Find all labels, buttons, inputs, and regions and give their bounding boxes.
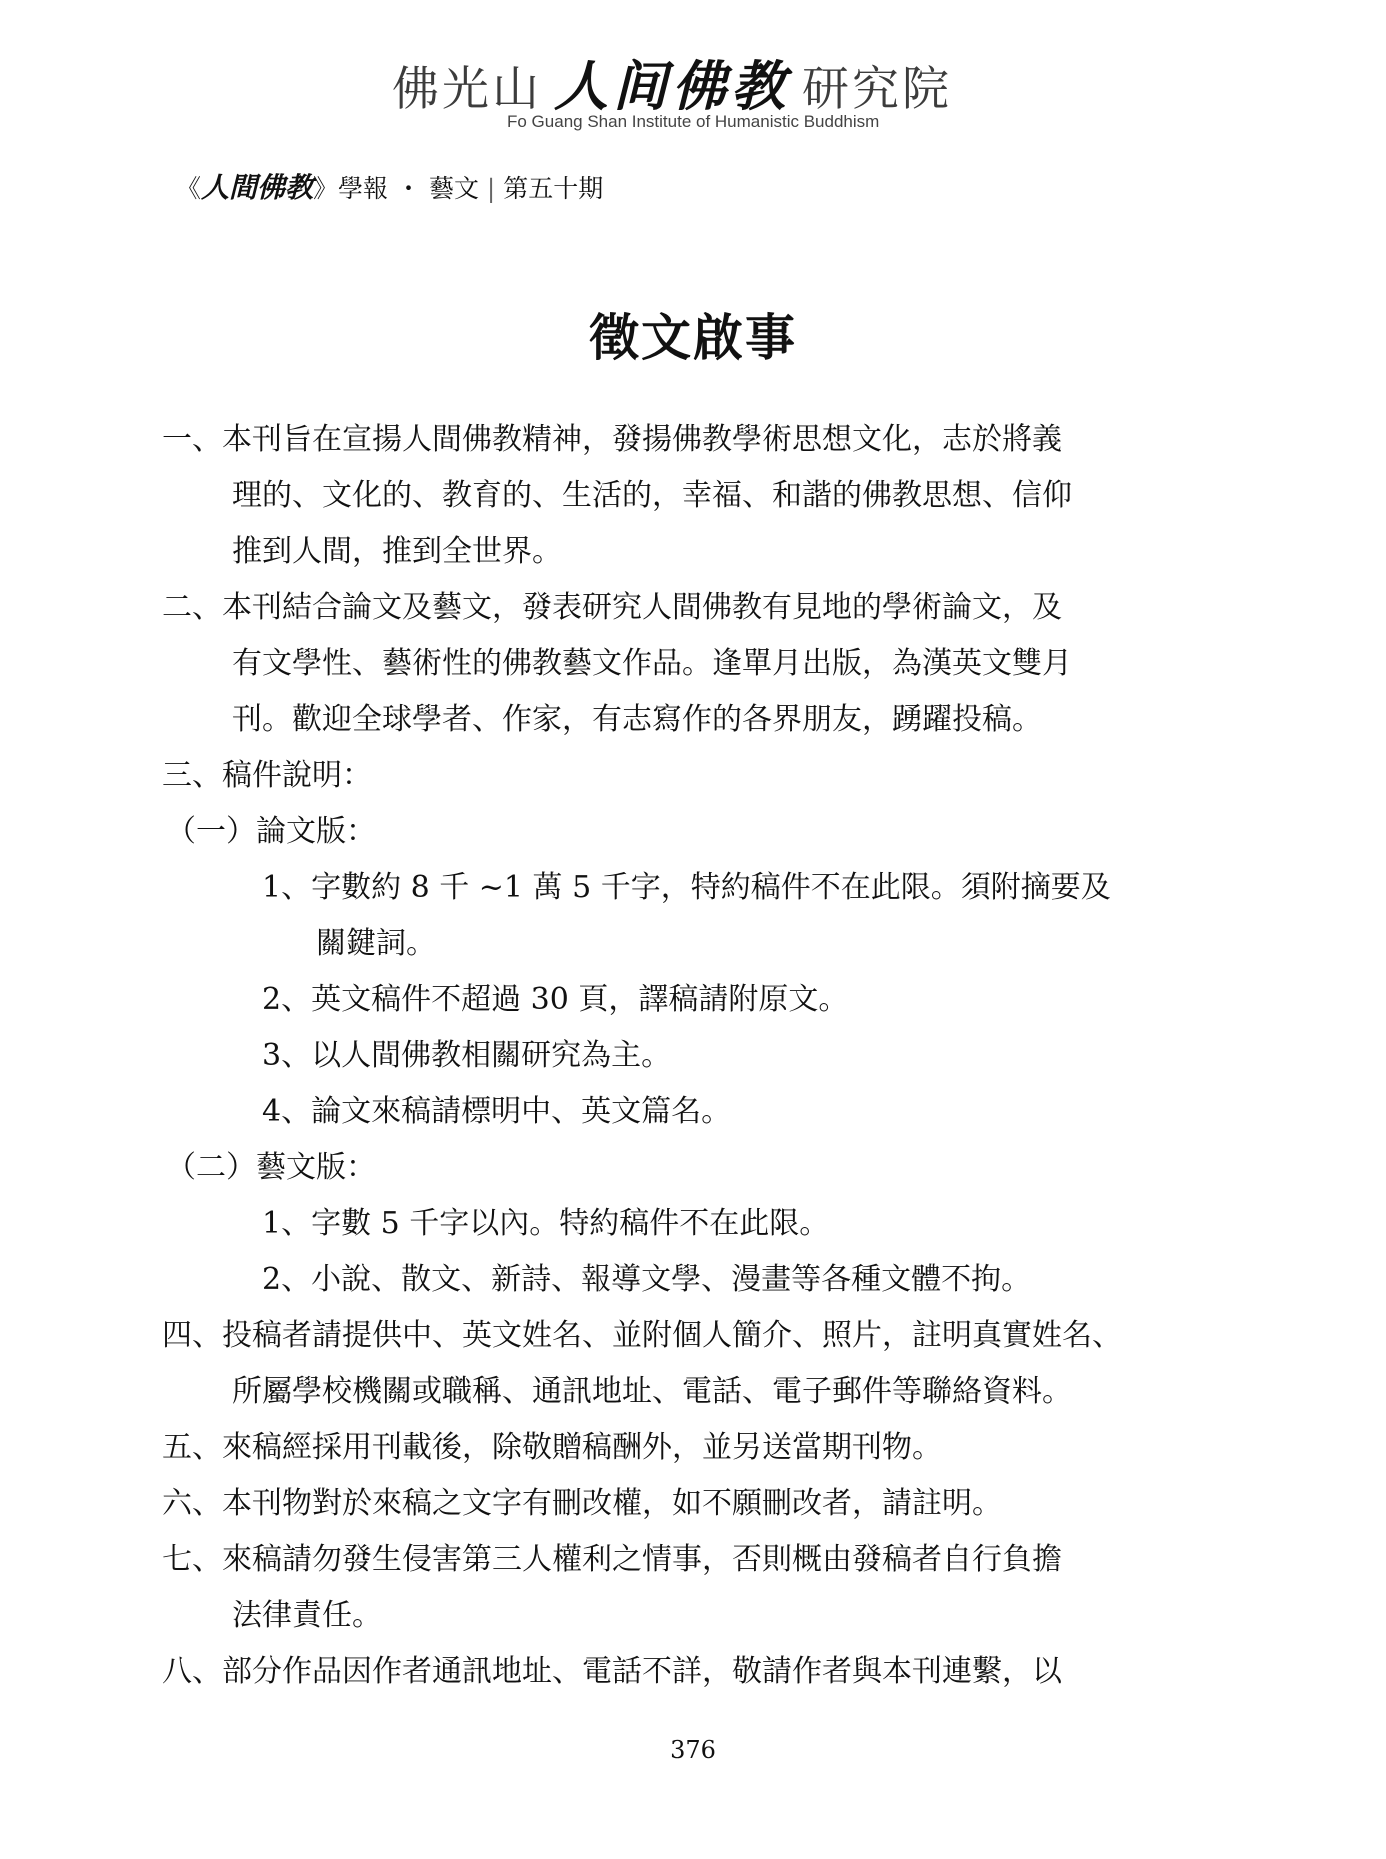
- journal-dot: ・: [388, 174, 429, 203]
- logo-zh-right: 研究院: [802, 62, 952, 117]
- body-line: 六、本刊物對於來稿之文字有刪改權，如不願刪改者，請註明。: [162, 1486, 1002, 1521]
- body-line: 三、稿件說明：: [162, 758, 372, 793]
- page-title: 徵文啟事: [589, 308, 797, 367]
- body-line: 所屬學校機關或職稱、通訊地址、電話、電子郵件等聯絡資料。: [232, 1374, 1072, 1409]
- logo-zh-left: 佛光山: [392, 62, 542, 117]
- body-line: （二）藝文版：: [166, 1150, 376, 1185]
- institute-logo: [0, 36, 1386, 136]
- page-number: 376: [670, 1736, 716, 1764]
- journal-header: [176, 166, 603, 206]
- body-line: 1、字數約 8 千 ~1 萬 5 千字，特約稿件不在此限。須附摘要及: [262, 870, 1111, 905]
- journal-name: 人間佛教: [201, 171, 314, 204]
- body-line: 1、字數 5 千字以內。特約稿件不在此限。: [262, 1206, 830, 1241]
- body-line: 七、來稿請勿發生侵害第三人權利之情事，否則概由發稿者自行負擔: [162, 1542, 1062, 1577]
- body-line: 2、英文稿件不超過 30 頁，譯稿請附原文。: [262, 982, 849, 1017]
- journal-section: 藝文: [428, 174, 479, 203]
- body-line: 四、投稿者請提供中、英文姓名、並附個人簡介、照片，註明真實姓名、: [162, 1318, 1122, 1353]
- body-line: 理的、文化的、教育的、生活的，幸福、和諧的佛教思想、信仰: [232, 478, 1072, 513]
- logo-zh-calligraphy: 人间佛教: [554, 54, 790, 118]
- journal-issue: 第五十期: [503, 174, 604, 203]
- body-line: 二、本刊結合論文及藝文，發表研究人間佛教有見地的學術論文，及: [162, 590, 1062, 625]
- journal-separator: |: [478, 174, 504, 203]
- body-line: 法律責任。: [232, 1598, 382, 1633]
- logo-english: Fo Guang Shan Institute of Humanistic Buddhism: [507, 112, 880, 131]
- body-line: 有文學性、藝術性的佛教藝文作品。逢單月出版，為漢英文雙月: [232, 646, 1072, 681]
- logo-chinese: [392, 44, 952, 121]
- body-line: 2、小說、散文、新詩、報導文學、漫畫等各種文體不拘。: [262, 1262, 1032, 1297]
- body-line: 刊。歡迎全球學者、作家，有志寫作的各界朋友，踴躍投稿。: [232, 702, 1042, 737]
- body-line: （一）論文版：: [166, 814, 376, 849]
- body-line: 4、論文來稿請標明中、英文篇名。: [262, 1094, 732, 1129]
- journal-close-bracket: 》學報: [313, 174, 389, 203]
- body-line: 一、本刊旨在宣揚人間佛教精神，發揚佛教學術思想文化，志於將義: [162, 422, 1062, 457]
- body-line: 八、部分作品因作者通訊地址、電話不詳，敬請作者與本刊連繫，以: [162, 1654, 1062, 1689]
- journal-open-bracket: 《: [176, 174, 202, 203]
- body-line: 五、來稿經採用刊載後，除敬贈稿酬外，並另送當期刊物。: [162, 1430, 942, 1465]
- body-line: 推到人間，推到全世界。: [232, 534, 562, 569]
- body-line: 關鍵詞。: [316, 926, 436, 961]
- body-line: 3、以人間佛教相關研究為主。: [262, 1038, 672, 1073]
